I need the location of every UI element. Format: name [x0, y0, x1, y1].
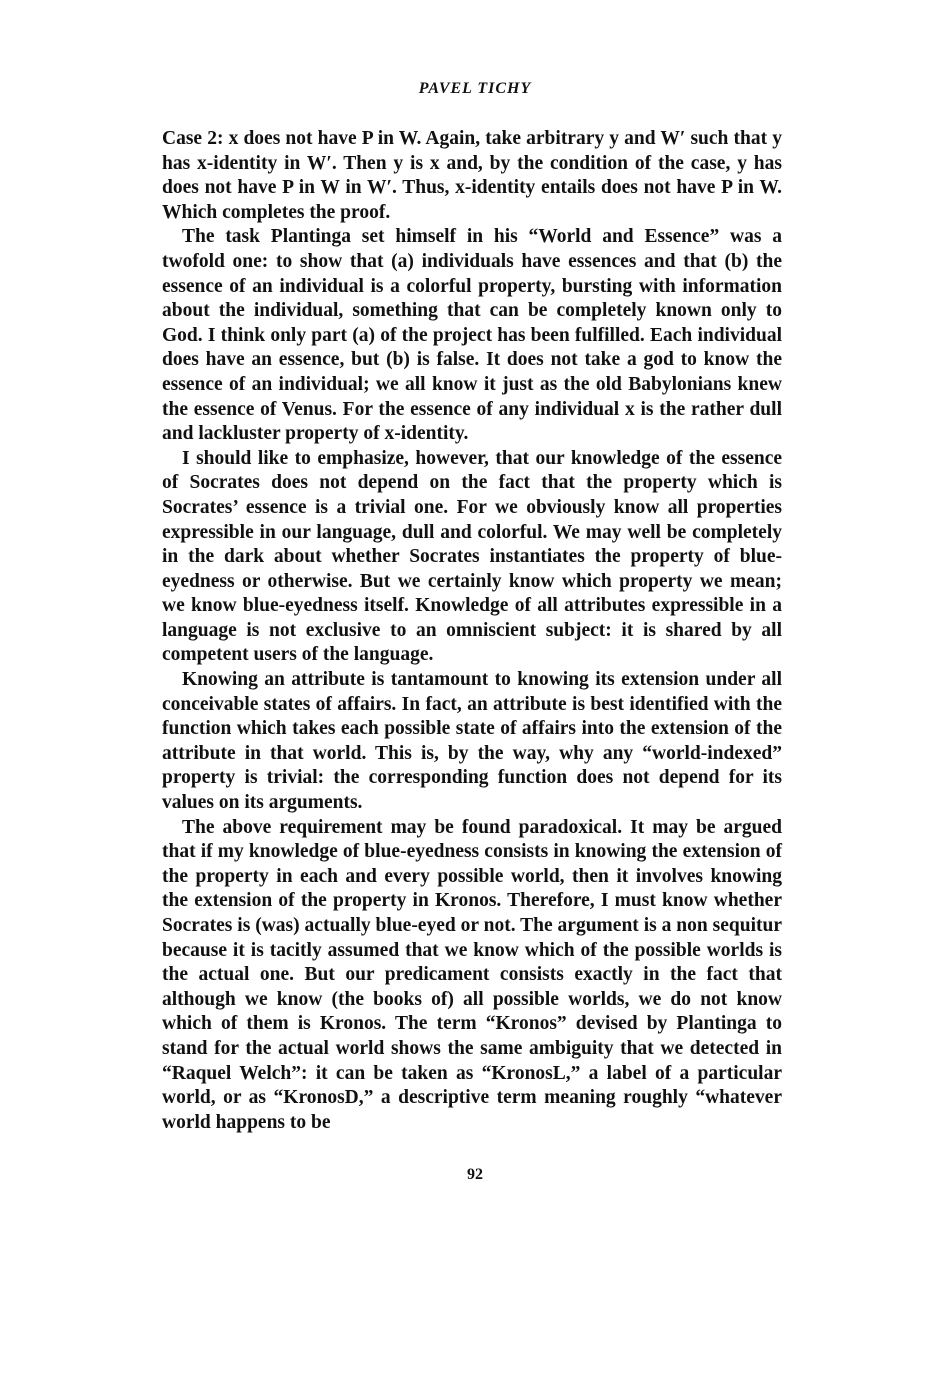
- paragraph-paradox: The above requirement may be found paradoxical. It may be argued that if my knowledge of blue-eyedness consists in knowing the extension of the property in each and every possible world, then it involves knowing the extension of the property in Kronos. Therefore, I must know whether Socrates is (was) actually blue-eyed or not. The argument is a non sequitur because it is tacitly assumed that we know which of the possible worlds is the actual one. But our predicament consists exactly in the fact that although we know (the books of) all possible worlds, we do not know which of them is Kronos. The term “Kronos” devised by Plantinga to stand for the actual world shows the same ambiguity that we detected in “Raquel Welch”: it can be taken as “KronosL,” a label of a particular world, or as “KronosD,” a descriptive term meaning roughly “whatever world happens to be: [162, 816, 782, 1133]
- paragraph-knowledge-of-essence: I should like to emphasize, however, that our knowledge of the essence of Socrates does not depend on the fact that the property which is Socrates’ essence is a trivial one. For we obviously know all properties expressible in our language, dull and colorful. We may well be completely in the dark about whether Socrates instantiates the property of blue-eyedness or otherwise. But we certainly know which property we mean; we know blue-eyedness itself. Knowledge of all attributes expressible in a language is not exclusive to an omniscient subject: it is shared by all competent users of the language.: [162, 447, 782, 666]
- paragraph-knowing-attribute: Knowing an attribute is tantamount to knowing its extension under all conceivable states of affairs. In fact, an attribute is best identified with the function which takes each possible state of affairs into the extension of the attribute in that world. This is, by the way, why any “world-indexed” property is trivial: the corresponding function does not depend for its values on its arguments.: [162, 669, 782, 814]
- page-number: 92: [467, 1166, 483, 1183]
- body-text: [162, 127, 782, 1135]
- paragraph-plantinga-task: The task Plantinga set himself in his “World and Essence” was a twofold one: to show that (a) individuals have essences and that (b) the essence of an individual is a colorful property, bursting with information about the individual, something that can be completely known only to God. I think only part (a) of the project has been fulfilled. Each individual does have an essence, but (b) is false. It does not take a god to know the essence of an individual; we all know it just as the old Babylonians knew the essence of Venus. For the essence of any individual x is the rather dull and lackluster property of x-identity.: [162, 226, 782, 445]
- running-head: PAVEL TICHY: [418, 80, 532, 97]
- paragraph-case-2: Case 2: x does not have P in W. Again, take arbitrary y and W′ such that y has x-identity in W′. Then y is x and, by the condition of the case, y has does not have P in W in W′. Thus, x-identity entails does not have P in W. Which completes the proof.: [162, 128, 782, 223]
